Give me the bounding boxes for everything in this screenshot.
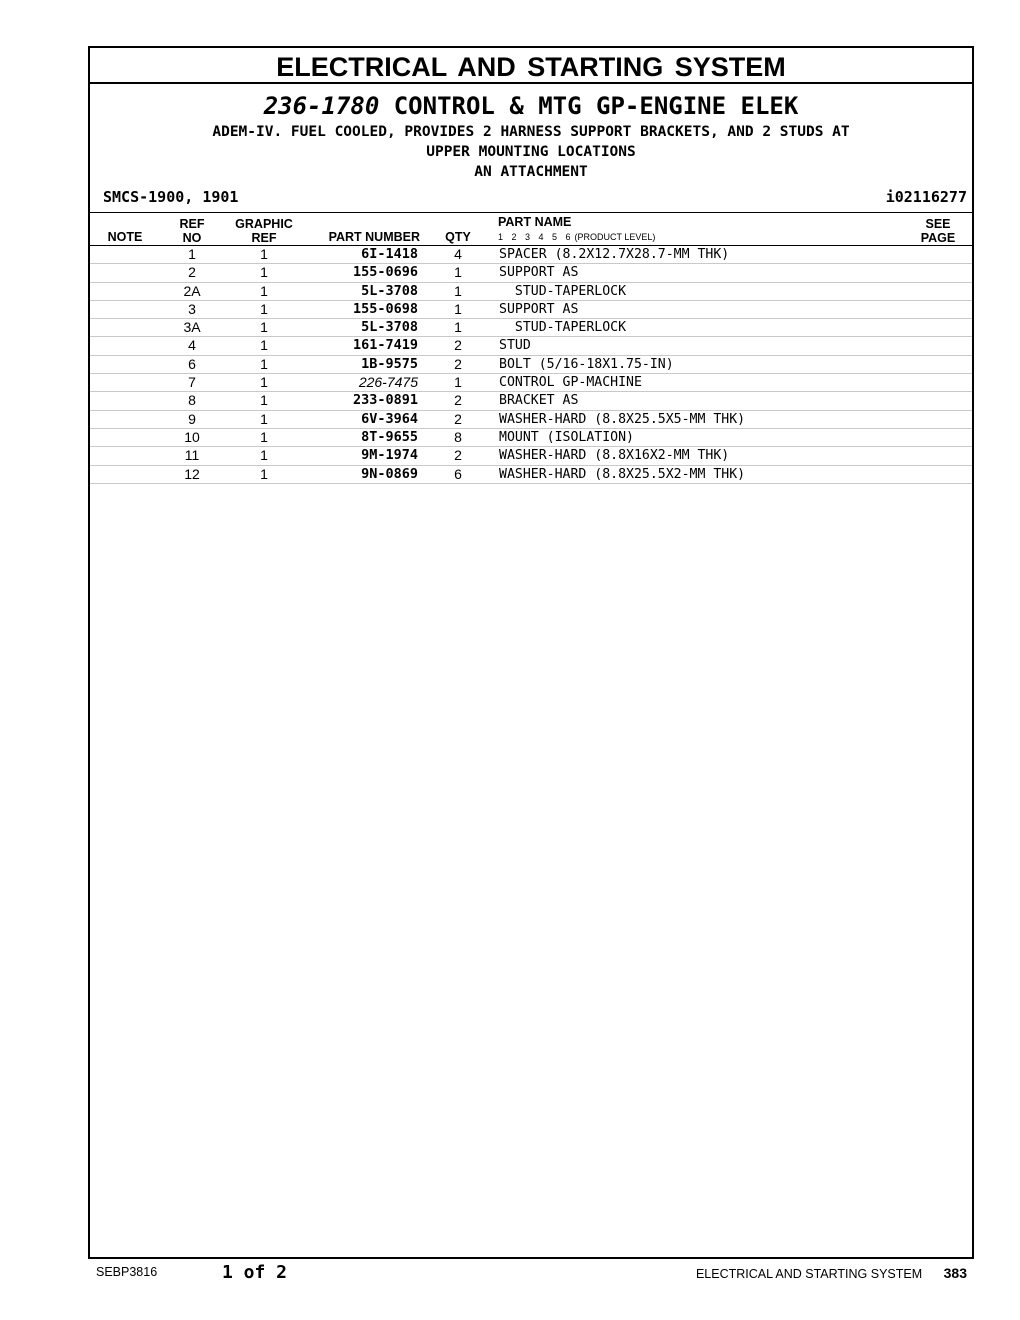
header-part-name: PART NAME [498,215,572,229]
page-frame [88,46,974,1259]
table-row [90,392,972,410]
part-number-cell: 5L-3708 [361,282,418,299]
header-part-number: PART NUMBER [328,230,420,244]
part-name-cell: STUD-TAPERLOCK [499,320,627,336]
qty-cell: 1 [454,319,462,336]
group-title [90,92,972,120]
graphic-ref-cell: 1 [260,447,268,464]
group-description-line-3: AN ATTACHMENT [474,164,588,180]
footer-page-number: 383 [943,1265,967,1281]
part-number-cell: 1B-9575 [361,355,418,372]
part-number-cell: 5L-3708 [361,319,418,336]
graphic-ref-cell: 1 [260,282,268,299]
header-note: NOTE [107,230,143,244]
part-number-cell: 233-0891 [352,392,418,409]
part-number-cell: 155-0698 [352,300,418,317]
graphic-ref-cell: 1 [260,355,268,372]
header-product-levels [498,232,655,242]
qty-cell: 2 [454,392,462,409]
graphic-ref-cell: 1 [260,465,268,482]
table-row [90,319,972,337]
table-row [90,466,972,484]
ref-no-cell: 12 [184,465,200,482]
graphic-ref-cell: 1 [260,319,268,336]
table-row [90,447,972,465]
table-row [90,337,972,355]
header-ref-no-line1: REF [179,217,205,231]
header-top-rule [90,212,972,213]
graphic-ref-cell: 1 [260,337,268,354]
ref-no-cell: 6 [188,355,196,372]
parts-list [90,246,972,484]
table-row [90,283,972,301]
part-name-cell: BRACKET AS [499,393,579,409]
part-number-cell: 8T-9655 [361,428,418,445]
qty-cell: 2 [454,337,462,354]
part-number-cell: 9M-1974 [361,447,418,464]
part-name-cell: STUD [499,338,531,354]
qty-cell: 1 [454,300,462,317]
part-name-cell: WASHER-HARD (8.8X16X2-MM THK) [499,448,730,464]
graphic-ref-cell: 1 [260,392,268,409]
part-number-cell: 9N-0869 [361,465,418,482]
part-number-cell: 226-7475 [358,374,418,391]
footer-section [696,1265,967,1281]
part-name-cell: STUD-TAPERLOCK [499,283,627,299]
header-ref-no-line2: NO [182,231,202,245]
header-see-page-line2: PAGE [920,231,956,245]
qty-cell: 8 [454,428,462,445]
header-qty: QTY [445,230,471,244]
footer-doc-code: SEBP3816 [96,1265,158,1279]
ref-no-cell: 9 [188,410,196,427]
graphic-ref-cell: 1 [260,428,268,445]
graphic-ref-cell: 1 [260,374,268,391]
qty-cell: 1 [454,282,462,299]
ref-no-cell: 4 [188,337,196,354]
smcs-code: SMCS-1900, 1901 [103,188,239,206]
part-name-cell: SPACER (8.2X12.7X28.7-MM THK) [499,247,730,262]
group-description-line-2: UPPER MOUNTING LOCATIONS [426,144,636,160]
graphic-ref-cell: 1 [260,264,268,281]
qty-cell: 2 [454,355,462,372]
product-level-numbers: 1 2 3 4 5 6 [498,232,571,242]
ref-no-cell: 3 [188,300,196,317]
header-graphic-ref-line2: REF [251,231,277,245]
table-row [90,246,972,264]
part-name-cell: SUPPORT AS [499,301,579,317]
part-number-cell: 155-0696 [352,264,418,281]
ref-no-cell: 7 [188,374,196,391]
part-number-cell: 161-7419 [352,337,418,354]
table-row [90,301,972,319]
graphic-ref-cell: 1 [260,300,268,317]
part-name-cell: CONTROL GP-MACHINE [499,375,642,391]
table-row [90,429,972,447]
table-row [90,356,972,374]
table-row [90,411,972,429]
document-id: i02116277 [885,188,967,206]
part-name-cell: BOLT (5/16-18X1.75-IN) [499,356,674,372]
qty-cell: 1 [454,264,462,281]
part-name-cell: WASHER-HARD (8.8X25.5X2-MM THK) [499,466,746,482]
part-number-cell: 6V-3964 [361,410,418,427]
header-see-page [912,217,964,245]
ref-no-cell: 11 [184,447,200,464]
graphic-ref-cell: 1 [260,246,268,262]
table-row [90,374,972,392]
graphic-ref-cell: 1 [260,410,268,427]
table-row [90,264,972,282]
footer-section-name: ELECTRICAL AND STARTING SYSTEM [695,1267,923,1281]
ref-no-cell: 2 [188,264,196,281]
qty-cell: 4 [454,246,462,262]
ref-no-cell: 3A [183,319,201,336]
part-number-cell: 6I-1418 [361,246,418,262]
header-graphic-ref-line1: GRAPHIC [235,217,293,231]
qty-cell: 2 [454,410,462,427]
part-name-cell: MOUNT (ISOLATION) [499,429,634,445]
group-description-line-1: ADEM-IV. FUEL COOLED, PROVIDES 2 HARNESS SUPPORT BRACKETS, AND 2 STUDS AT [212,124,850,140]
header-ref-no [162,217,222,245]
part-name-cell: WASHER-HARD (8.8X25.5X5-MM THK) [499,411,746,427]
group-name: CONTROL & MTG GP-ENGINE ELEK [393,92,799,120]
product-level-label: (PRODUCT LEVEL) [574,232,656,242]
qty-cell: 6 [454,465,462,482]
qty-cell: 1 [454,374,462,391]
header-see-page-line1: SEE [925,217,951,231]
part-name-cell: SUPPORT AS [499,265,579,281]
section-title: ELECTRICAL AND STARTING SYSTEM [90,48,972,84]
ref-no-cell: 2A [183,282,201,299]
qty-cell: 2 [454,447,462,464]
group-number: 236-1780 [263,92,380,120]
ref-no-cell: 10 [184,428,200,445]
footer-page-of: 1 of 2 [222,1262,288,1283]
ref-no-cell: 1 [188,246,196,262]
header-graphic-ref [226,217,302,245]
ref-no-cell: 8 [188,392,196,409]
